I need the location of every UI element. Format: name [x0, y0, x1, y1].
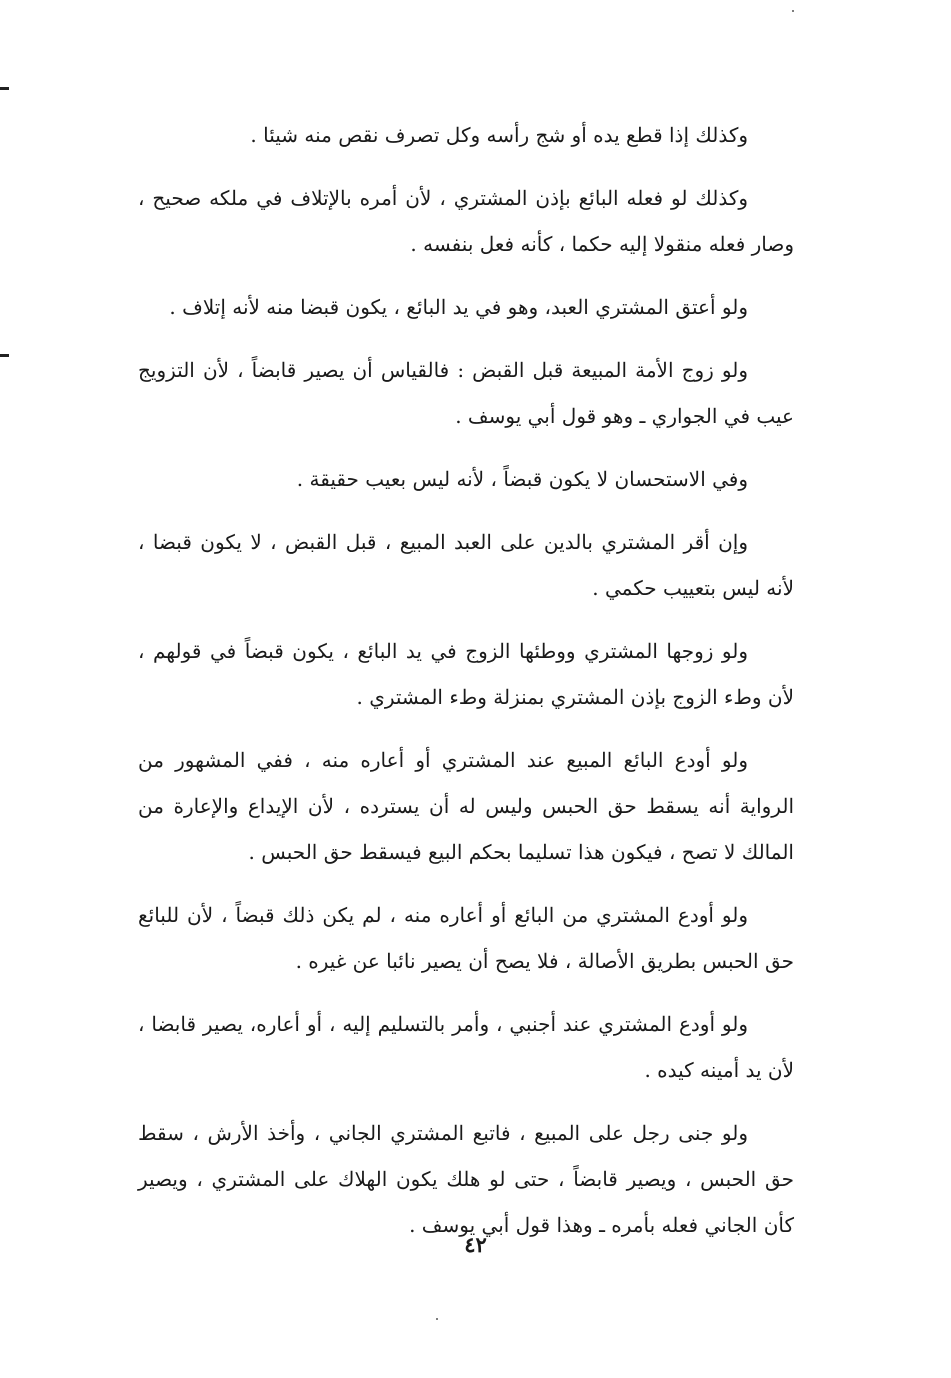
paragraph: ولو أودع المشتري عند أجنبي ، وأمر بالتسليم إليه ، أو أعاره، يصير قابضا ، لأن يد أمينه كيده .: [138, 1012, 794, 1082]
paragraph: وكذلك إذا قطع يده أو شج رأسه وكل تصرف نقص منه شيئا .: [250, 123, 748, 147]
paragraph: ولو جنى رجل على المبيع ، فاتبع المشتري الجاني ، وأخذ الأرش ، سقط حق الحبس ، ويصير قابضاً ، حتى لو هلك يكون الهلاك على المشتري ، ويصير كأن الجاني فعله بأمره ـ وهذا قول أبي يوسف .: [138, 1121, 794, 1237]
paragraph: وكذلك لو فعله البائع بإذن المشتري ، لأن أمره بالإتلاف في ملكه صحيح ، وصار فعله منقولا إليه حكما ، كأنه فعل بنفسه .: [138, 186, 794, 256]
paragraph: ولو أودع البائع المبيع عند المشتري أو أعاره منه ، ففي المشهور من الرواية أنه يسقط حق الحبس وليس له أن يسترده ، لأن الإيداع والإعارة من المالك لا تصح ، فيكون هذا تسليما بحكم البيع فيسقط حق الحبس .: [138, 748, 794, 864]
body-text: [138, 112, 794, 1265]
paragraph: وفي الاستحسان لا يكون قبضاً ، لأنه ليس بعيب حقيقة .: [296, 467, 748, 491]
paragraph: وإن أقر المشتري بالدين على العبد المبيع ، قبل القبض ، لا يكون قبضا ، لأنه ليس بتعييب حكمي .: [138, 530, 794, 600]
margin-mark: [0, 87, 9, 90]
page-number: ٤٢: [464, 1232, 487, 1257]
paragraph: ولو أعتق المشتري العبد، وهو في يد البائع ، يكون قبضا منه لأنه إتلاف .: [169, 295, 748, 319]
paragraph: ولو زوجها المشتري ووطئها الزوج في يد البائع ، يكون قبضاً في قولهم ، لأن وطء الزوج بإذن المشتري بمنزلة وطء المشتري .: [138, 639, 794, 709]
scan-speck: [792, 10, 794, 12]
paragraph: ولو أودع المشتري من البائع أو أعاره منه ، لم يكن ذلك قبضاً ، لأن للبائع حق الحبس بطريق الأصالة ، فلا يصح أن يصير نائبا عن غيره .: [138, 903, 794, 973]
margin-mark: [0, 354, 9, 357]
paragraph: ولو زوج الأمة المبيعة قبل القبض : فالقياس أن يصير قابضاً ، لأن التزويج عيب في الجواري ـ وهو قول أبي يوسف .: [138, 358, 794, 428]
scan-speck: [436, 1318, 438, 1320]
